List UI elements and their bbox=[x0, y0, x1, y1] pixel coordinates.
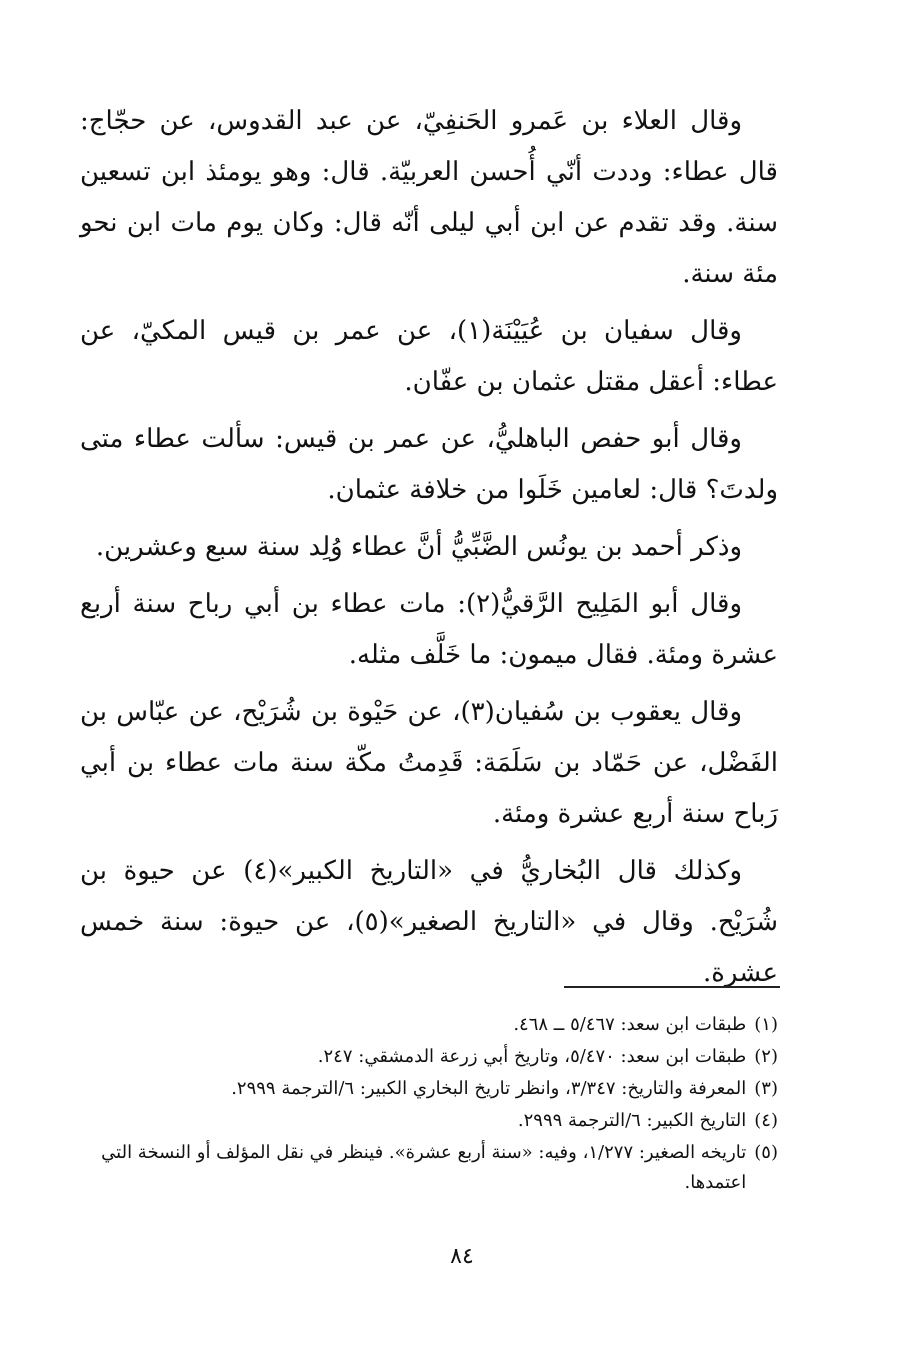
footnote bbox=[80, 1074, 778, 1104]
footnote-number: (٤) bbox=[754, 1110, 778, 1131]
footnote-text: طبقات ابن سعد: ٥/٤٦٧ ــ ٤٦٨. bbox=[513, 1014, 747, 1035]
footnote-text: تاريخه الصغير: ١/٢٧٧، وفيه: «سنة أربع عشرة». فينظر في نقل المؤلف أو النسخة التي اعتمدها. bbox=[101, 1142, 747, 1193]
footnote-number: (١) bbox=[754, 1014, 778, 1035]
footnotes bbox=[80, 1010, 778, 1200]
paragraph: وقال العلاء بن عَمرو الحَنفِيّ، عن عبد القدوس، عن حجّاج: قال عطاء: وددت أنّي أُحسن العربيّة. قال: وهو يومئذ ابن تسعين سنة. وقد تقدم عن ابن أبي ليلى أنّه قال: وكان يوم مات ابن نحو مئة سنة. bbox=[80, 106, 778, 289]
footnote bbox=[80, 1138, 778, 1198]
footnote bbox=[80, 1106, 778, 1136]
footnote bbox=[80, 1042, 778, 1072]
paragraph: وكذلك قال البُخاريُّ في «التاريخ الكبير»(٤) عن حيوة بن شُرَيْح. وقال في «التاريخ الصغير»(٥)، عن حيوة: سنة خمس عشرة. bbox=[80, 856, 779, 988]
main-text bbox=[80, 96, 778, 999]
footnote-number: (٣) bbox=[754, 1078, 778, 1099]
paragraph: وقال أبو المَلِيح الرَّقيُّ(٢): مات عطاء بن أبي رباح سنة أربع عشرة ومئة. فقال ميمون: ما خَلَّف مثله. bbox=[80, 589, 778, 670]
paragraph: وقال أبو حفص الباهليُّ، عن عمر بن قيس: سألت عطاء متى ولدتَ؟ قال: لعامين خَلَوا من خلافة عثمان. bbox=[80, 424, 778, 505]
footnote bbox=[80, 1010, 778, 1040]
footnote-number: (٥) bbox=[754, 1142, 778, 1163]
paragraph: وقال يعقوب بن سُفيان(٣)، عن حَيْوة بن شُرَيْح، عن عبّاس بن الفَضْل، عن حَمّاد بن سَلَمَة: قَدِمتُ مكّة سنة مات عطاء بن أبي رَباح سنة أربع عشرة ومئة. bbox=[80, 697, 778, 829]
footnote-text: التاريخ الكبير: ٦/الترجمة ٢٩٩٩. bbox=[517, 1110, 747, 1131]
page-number: ٨٤ bbox=[450, 1244, 474, 1269]
footnote-text: طبقات ابن سعد: ٥/٤٧٠، وتاريخ أبي زرعة الدمشقي: ٢٤٧. bbox=[317, 1046, 747, 1067]
footnote-text: المعرفة والتاريخ: ٣/٣٤٧، وانظر تاريخ البخاري الكبير: ٦/الترجمة ٢٩٩٩. bbox=[231, 1078, 747, 1099]
footnote-divider bbox=[564, 986, 780, 988]
paragraph: وقال سفيان بن عُيَيْنَة(١)، عن عمر بن قيس المكيّ، عن عطاء: أعقل مقتل عثمان بن عفّان. bbox=[80, 316, 778, 397]
paragraph: وذكر أحمد بن يونُس الضَّبِّيُّ أنَّ عطاء وُلِد سنة سبع وعشرين. bbox=[95, 532, 742, 562]
footnote-number: (٢) bbox=[754, 1046, 778, 1067]
